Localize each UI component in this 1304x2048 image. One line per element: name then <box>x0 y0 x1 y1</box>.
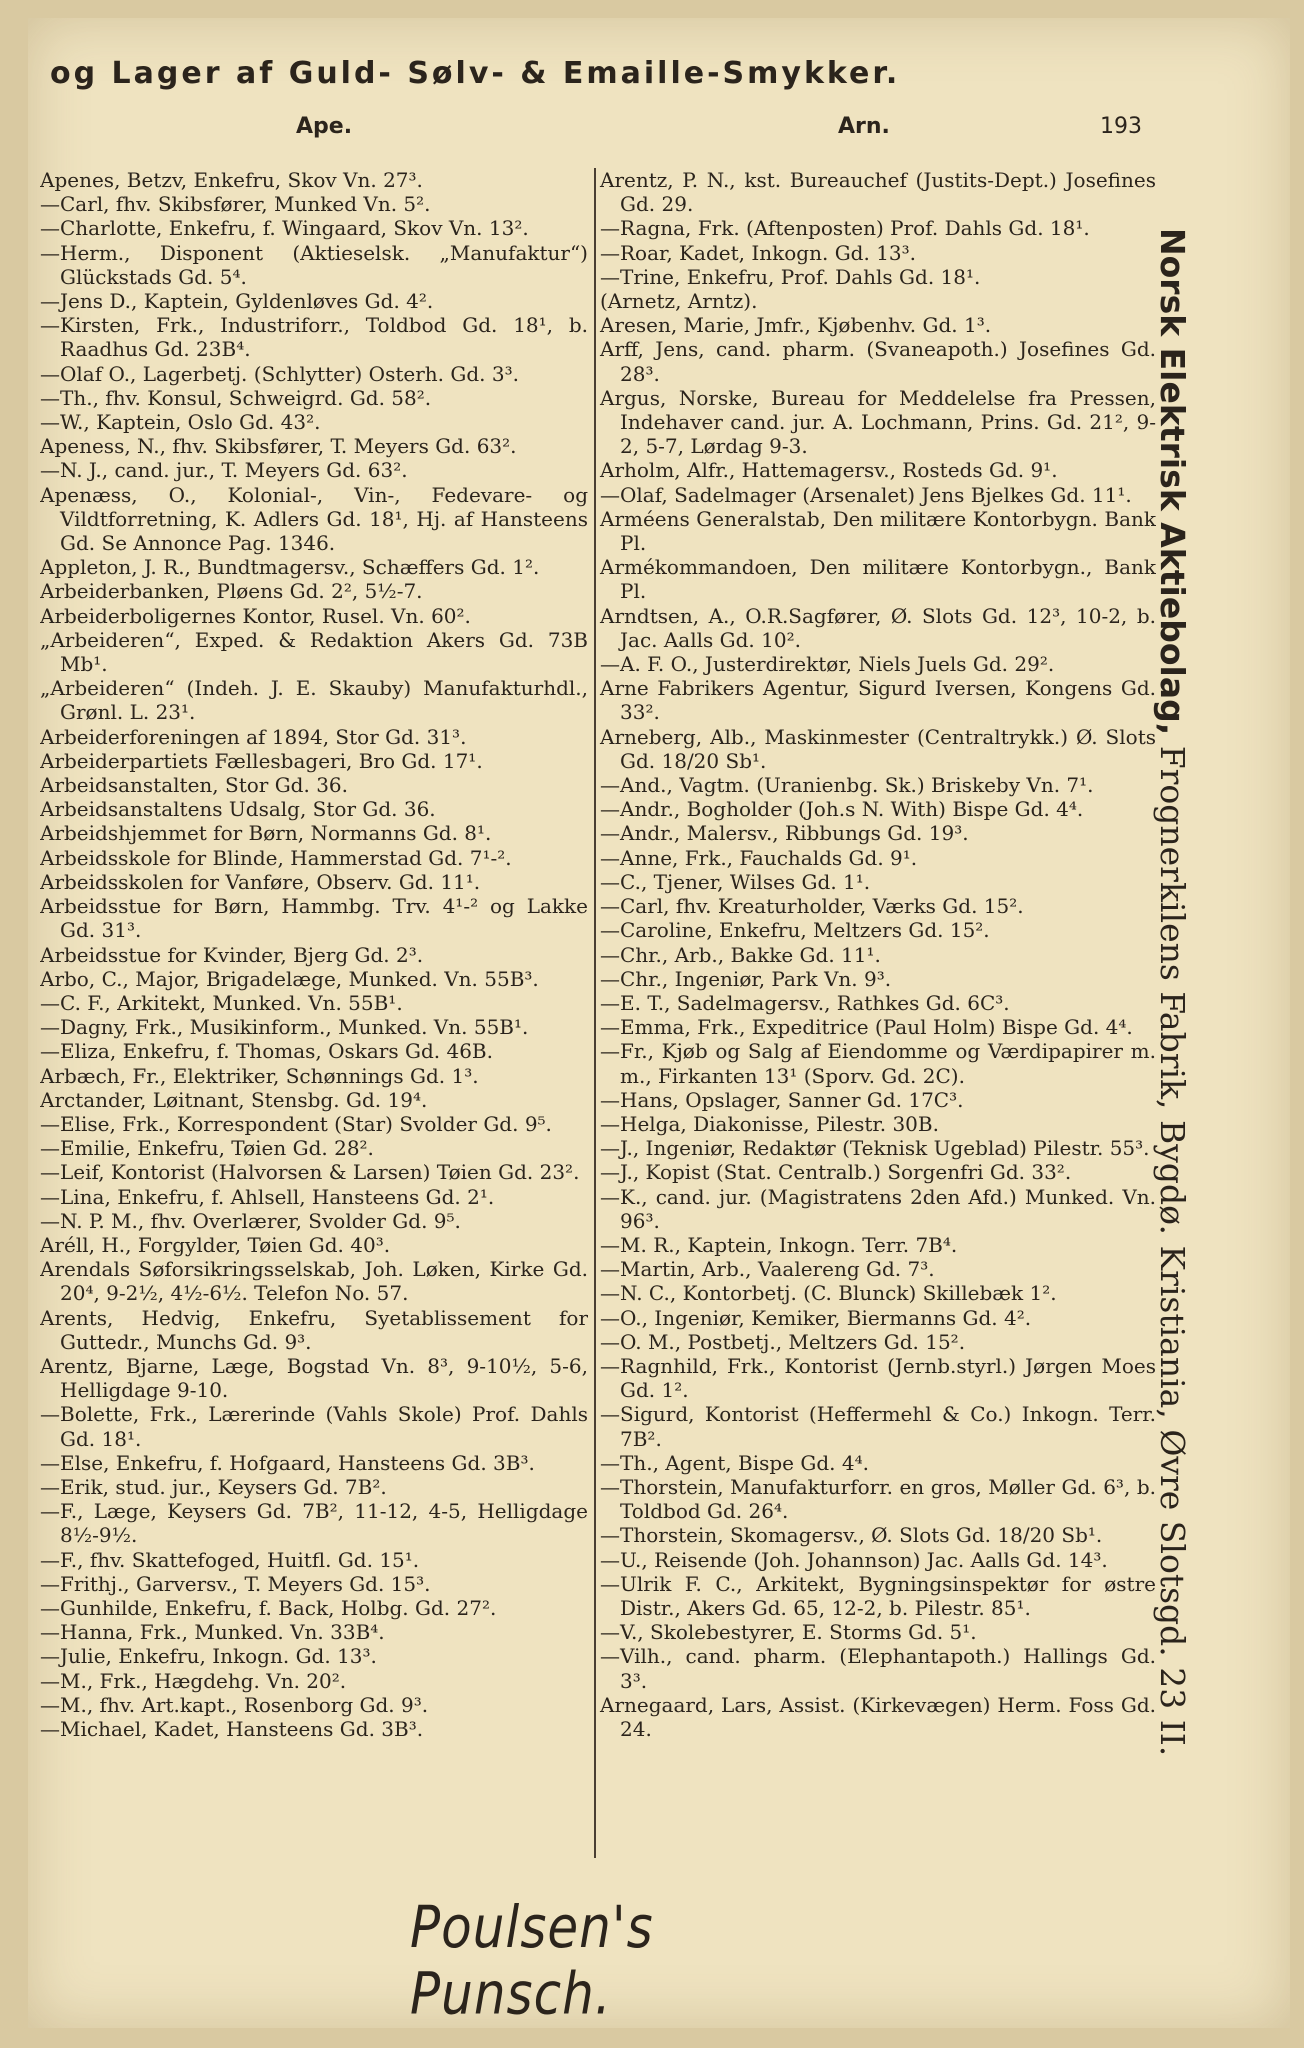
directory-entry: —Trine, Enkefru, Prof. Dahls Gd. 18¹. <box>600 264 981 289</box>
bottom-advertisement: Poulsen's Punsch. <box>410 1894 654 2028</box>
directory-entry: —Frithj., Garversv., T. Meyers Gd. 15³. <box>40 1571 431 1596</box>
directory-entry: Arentz, Bjarne, Læge, Bogstad Vn. 8³, 9-10½, 5-6, Helligdage 9-10. <box>40 1353 588 1403</box>
directory-entry: —Vilh., cand. pharm. (Elephantapoth.) Hallings Gd. 3³. <box>600 1644 1156 1693</box>
directory-entry: —C., Tjener, Wilses Gd. 1¹. <box>600 869 871 894</box>
directory-entry: Armékommandoen, Den militære Kontorbygn., Bank Pl. <box>600 555 1156 604</box>
directory-entry: Arbeiderpartiets Fællesbageri, Bro Gd. 17¹. <box>40 748 483 773</box>
directory-entry: —F., fhv. Skattefoged, Huitfl. Gd. 15¹. <box>40 1547 420 1572</box>
directory-entry: —Elise, Frk., Korrespondent (Star) Svolder Gd. 9⁵. <box>40 1111 552 1136</box>
directory-entry: Arbeidsstue for Børn, Hammbg. Trv. 4¹-² og Lakke Gd. 31³. <box>40 894 588 943</box>
directory-entry: —Dagny, Frk., Musikinform., Munked. Vn. 55B¹. <box>40 1015 529 1040</box>
directory-entry: —Fr., Kjøb og Salg af Eiendomme og Værdipapirer m. m., Firkanten 13¹ (Sporv. Gd. 2C). <box>600 1039 1156 1088</box>
directory-entry: —Ragnhild, Frk., Kontorist (Jernb.styrl.) Jørgen Moes Gd. 1². <box>600 1353 1156 1403</box>
directory-entry: Arneberg, Alb., Maskinmester (Centraltrykk.) Ø. Slots Gd. 18/20 Sb¹. <box>600 724 1156 773</box>
directory-entry: —Ulrik F. C., Arkitekt, Bygningsinspektør for østre Distr., Akers Gd. 65, 12-2, b. Pilestr. 85¹. <box>600 1571 1156 1620</box>
directory-entry: —Olaf, Sadelmager (Arsenalet) Jens Bjelkes Gd. 11¹. <box>600 482 1132 507</box>
directory-entry: —Kirsten, Frk., Industriforr., Toldbod Gd. 18¹, b. Raadhus Gd. 23B⁴. <box>40 313 588 362</box>
directory-entry: —Carl, fhv. Kreaturholder, Værks Gd. 15². <box>600 894 1024 919</box>
directory-entry: —M., Frk., Hægdehg. Vn. 20². <box>40 1668 347 1693</box>
directory-entry: Aréll, H., Forgylder, Tøien Gd. 40³. <box>40 1232 391 1257</box>
directory-entry: Arctander, Løitnant, Stensbg. Gd. 19⁴. <box>40 1087 428 1112</box>
directory-entry: Arendals Søforsikringsselskab, Joh. Løken, Kirke Gd. 20⁴, 9-2½, 4½-6½. Telefon No. 57. <box>40 1257 588 1306</box>
directory-entry: —F., Læge, Keysers Gd. 7B², 11-12, 4-5, Helligdage 8½-9½. <box>40 1499 588 1548</box>
directory-entry: Arne Fabrikers Agentur, Sigurd Iversen, Kongens Gd. 33². <box>600 676 1156 725</box>
directory-entry: —Hanna, Frk., Munked. Vn. 33B⁴. <box>40 1620 385 1645</box>
directory-entry: —M., fhv. Art.kapt., Rosenborg Gd. 9³. <box>40 1692 429 1717</box>
left-column-heading: Ape. <box>296 114 353 139</box>
right-column-heading: Arn. <box>838 114 890 139</box>
directory-entry: —M. R., Kaptein, Inkogn. Terr. 7B⁴. <box>600 1232 958 1257</box>
directory-entry: Arbeidsanstalten, Stor Gd. 36. <box>40 773 348 798</box>
directory-entry: Arbæch, Fr., Elektriker, Schønnings Gd. 1³. <box>40 1063 479 1088</box>
directory-entry: Appleton, J. R., Bundtmagersv., Schæffers Gd. 1². <box>40 555 540 580</box>
directory-entry: Arbeiderforeningen af 1894, Stor Gd. 31³. <box>40 724 467 749</box>
directory-entry: —Roar, Kadet, Inkogn. Gd. 13³. <box>600 240 917 265</box>
directory-entry: —And., Vagtm. (Uranienbg. Sk.) Briskeby Vn. 7¹. <box>600 773 1094 798</box>
directory-entry: —Thorstein, Skomagersv., Ø. Slots Gd. 18/20 Sb¹. <box>600 1523 1103 1548</box>
side-advertisement <box>1150 228 1210 1788</box>
directory-entry: —Gunhilde, Enkefru, f. Back, Holbg. Gd. 27². <box>40 1595 497 1620</box>
directory-entry: —E. T., Sadelmagersv., Rathkes Gd. 6C³. <box>600 990 1010 1015</box>
directory-entry: Arbeidshjemmet for Børn, Normanns Gd. 8¹. <box>40 821 492 846</box>
side-ad-address: Frognerkilens Fabrik, Bygdø. Kristiania, Øvre Slotsgd. 23 II. <box>1153 735 1192 1757</box>
directory-entry: —Erik, stud. jur., Keysers Gd. 7B². <box>40 1474 387 1499</box>
directory-entry: Arbeiderbanken, Pløens Gd. 2², 5½-7. <box>40 579 423 604</box>
directory-entry: —Th., fhv. Konsul, Schweigrd. Gd. 58². <box>40 385 432 410</box>
directory-entry: —Anne, Frk., Fauchalds Gd. 9¹. <box>600 845 918 870</box>
directory-entry: —O. M., Postbetj., Meltzers Gd. 15². <box>600 1329 966 1354</box>
directory-entry: —Herm., Disponent (Aktieselsk. „Manufaktur“) Glückstads Gd. 5⁴. <box>40 240 588 289</box>
directory-entry: Arndtsen, A., O.R.Sagfører, Ø. Slots Gd. 12³, 10-2, b. Jac. Aalls Gd. 10². <box>600 603 1156 652</box>
directory-entry: —Helga, Diakonisse, Pilestr. 30B. <box>600 1111 939 1136</box>
directory-entry: —Carl, fhv. Skibsfører, Munked Vn. 5². <box>40 192 431 217</box>
directory-entry: Arbo, C., Major, Brigadelæge, Munked. Vn. 55B³. <box>40 966 539 991</box>
directory-entry: —N. C., Kontorbetj. (C. Blunck) Skillebæk 1². <box>600 1281 1057 1306</box>
directory-entry: —Ragna, Frk. (Aftenposten) Prof. Dahls Gd. 18¹. <box>600 216 1090 241</box>
directory-entry: Arbeidsskole for Blinde, Hammerstad Gd. 7¹-². <box>40 845 512 870</box>
side-ad-company: Norsk Elektrisk Aktiebolag, <box>1153 228 1192 736</box>
directory-entry: —Andr., Bogholder (Joh.s N. With) Bispe Gd. 4⁴. <box>600 797 1084 822</box>
directory-entry: —N. P. M., fhv. Overlærer, Svolder Gd. 9⁵. <box>40 1208 461 1233</box>
directory-entry: —Michael, Kadet, Hansteens Gd. 3B³. <box>40 1717 424 1741</box>
directory-entry: —Th., Agent, Bispe Gd. 4⁴. <box>600 1450 869 1475</box>
directory-entry: Arents, Hedvig, Enkefru, Syetablissement for Guttedr., Munchs Gd. 9³. <box>40 1305 588 1354</box>
directory-entry: —Andr., Malersv., Ribbungs Gd. 19³. <box>600 821 969 846</box>
directory-entry: Argus, Norske, Bureau for Meddelelse fra Pressen, Indehaver cand. jur. A. Lochmann, Prins. Gd. 21², 9-2, 5-7, Lørdag 9-3. <box>600 385 1156 459</box>
directory-entry: „Arbeideren“ (Indeh. J. E. Skauby) Manufakturhdl., Grønl. L. 23¹. <box>40 676 588 725</box>
directory-entry: Arnegaard, Lars, Assist. (Kirkevægen) Herm. Foss Gd. 24. <box>600 1692 1156 1741</box>
directory-entry: —J., Ingeniør, Redaktør (Teknisk Ugeblad) Pilestr. 55³. <box>600 1136 1150 1161</box>
directory-entry: —Lina, Enkefru, f. Ahlsell, Hansteens Gd. 2¹. <box>40 1184 495 1209</box>
directory-entry: —C. F., Arkitekt, Munked. Vn. 55B¹. <box>40 990 403 1015</box>
directory-entry: —Julie, Enkefru, Inkogn. Gd. 13³. <box>40 1644 377 1669</box>
directory-entry: —Thorstein, Manufakturforr. en gros, Møller Gd. 6³, b. Toldbod Gd. 26⁴. <box>600 1474 1156 1524</box>
directory-entry: —Chr., Arb., Bakke Gd. 11¹. <box>600 942 881 967</box>
page-number: 193 <box>1100 114 1142 139</box>
directory-entry: „Arbeideren“, Exped. & Redaktion Akers Gd. 73B Mb¹. <box>40 627 588 677</box>
directory-entry: —Charlotte, Enkefru, f. Wingaard, Skov Vn. 13². <box>40 216 529 241</box>
right-column <box>594 168 1156 1858</box>
directory-entry: Arbeiderboligernes Kontor, Rusel. Vn. 60². <box>40 603 471 628</box>
directory-entry: Arbeidsstue for Kvinder, Bjerg Gd. 2³. <box>40 942 424 967</box>
directory-entry: Arbeidsanstaltens Udsalg, Stor Gd. 36. <box>40 797 436 822</box>
directory-entry: —Olaf O., Lagerbetj. (Schlytter) Osterh. Gd. 3³. <box>40 361 519 386</box>
directory-entry: Arff, Jens, cand. pharm. (Svaneapoth.) Josefines Gd. 28³. <box>600 337 1156 386</box>
directory-entry: Arholm, Alfr., Hattemagersv., Rosteds Gd. 9¹. <box>600 458 1058 483</box>
directory-entry: —Chr., Ingeniør, Park Vn. 9³. <box>600 966 892 991</box>
directory-entry: —W., Kaptein, Oslo Gd. 43². <box>40 410 321 435</box>
directory-entry: Arméens Generalstab, Den militære Kontorbygn. Bank Pl. <box>600 506 1156 556</box>
directory-entry: —Caroline, Enkefru, Meltzers Gd. 15². <box>600 918 990 943</box>
directory-entry: Arentz, P. N., kst. Bureauchef (Justits-Dept.) Josefines Gd. 29. <box>600 168 1156 217</box>
directory-entry: —N. J., cand. jur., T. Meyers Gd. 63². <box>40 458 408 483</box>
directory-entry: —Bolette, Frk., Lærerinde (Vahls Skole) Prof. Dahls Gd. 18¹. <box>40 1402 588 1451</box>
directory-entry: —K., cand. jur. (Magistratens 2den Afd.) Munked. Vn. 96³. <box>600 1184 1156 1233</box>
directory-entry: —Leif, Kontorist (Halvorsen & Larsen) Tøien Gd. 23². <box>40 1160 580 1185</box>
directory-entry: —V., Skolebestyrer, E. Storms Gd. 5¹. <box>600 1620 977 1645</box>
directory-entry: Apeness, N., fhv. Skibsfører, T. Meyers Gd. 63². <box>40 434 517 459</box>
directory-entry: —Sigurd, Kontorist (Heffermehl & Co.) Inkogn. Terr. 7B². <box>600 1402 1156 1451</box>
directory-entry: —Emilie, Enkefru, Tøien Gd. 28². <box>40 1136 374 1161</box>
directory-entry: —Jens D., Kaptein, Gyldenløves Gd. 4². <box>40 289 434 314</box>
directory-entry: Apenæss, O., Kolonial-, Vin-, Fedevare- og Vildtforretning, K. Adlers Gd. 18¹, Hj. af Hansteens Gd. Se Annonce Pag. 1346. <box>40 482 588 556</box>
directory-entry: —Hans, Opslager, Sanner Gd. 17C³. <box>600 1087 964 1112</box>
directory-entry: —Else, Enkefru, f. Hofgaard, Hansteens Gd. 3B³. <box>40 1450 535 1475</box>
directory-entry: —Emma, Frk., Expeditrice (Paul Holm) Bispe Gd. 4⁴. <box>600 1015 1133 1040</box>
left-column <box>40 168 588 1858</box>
directory-entry: —Eliza, Enkefru, f. Thomas, Oskars Gd. 46B. <box>40 1039 493 1064</box>
top-banner-ad: og Lager af Guld- Sølv- & Emaille-Smykker. <box>50 56 901 91</box>
directory-entry: Apenes, Betzv, Enkefru, Skov Vn. 27³. <box>40 168 423 192</box>
directory-entry: Arbeidsskolen for Vanføre, Observ. Gd. 11¹. <box>40 869 481 894</box>
directory-entry: (Arnetz, Arntz). <box>600 289 758 314</box>
directory-entry: —Martin, Arb., Vaalereng Gd. 7³. <box>600 1257 935 1282</box>
directory-entry: —J., Kopist (Stat. Centralb.) Sorgenfri Gd. 33². <box>600 1160 1072 1185</box>
directory-entry: —O., Ingeniør, Kemiker, Biermanns Gd. 4². <box>600 1305 1032 1330</box>
directory-entry: —U., Reisende (Joh. Johannson) Jac. Aalls Gd. 14³. <box>600 1547 1108 1572</box>
directory-entry: —A. F. O., Justerdirektør, Niels Juels Gd. 29². <box>600 652 1055 677</box>
directory-entry: Aresen, Marie, Jmfr., Kjøbenhv. Gd. 1³. <box>600 313 992 338</box>
